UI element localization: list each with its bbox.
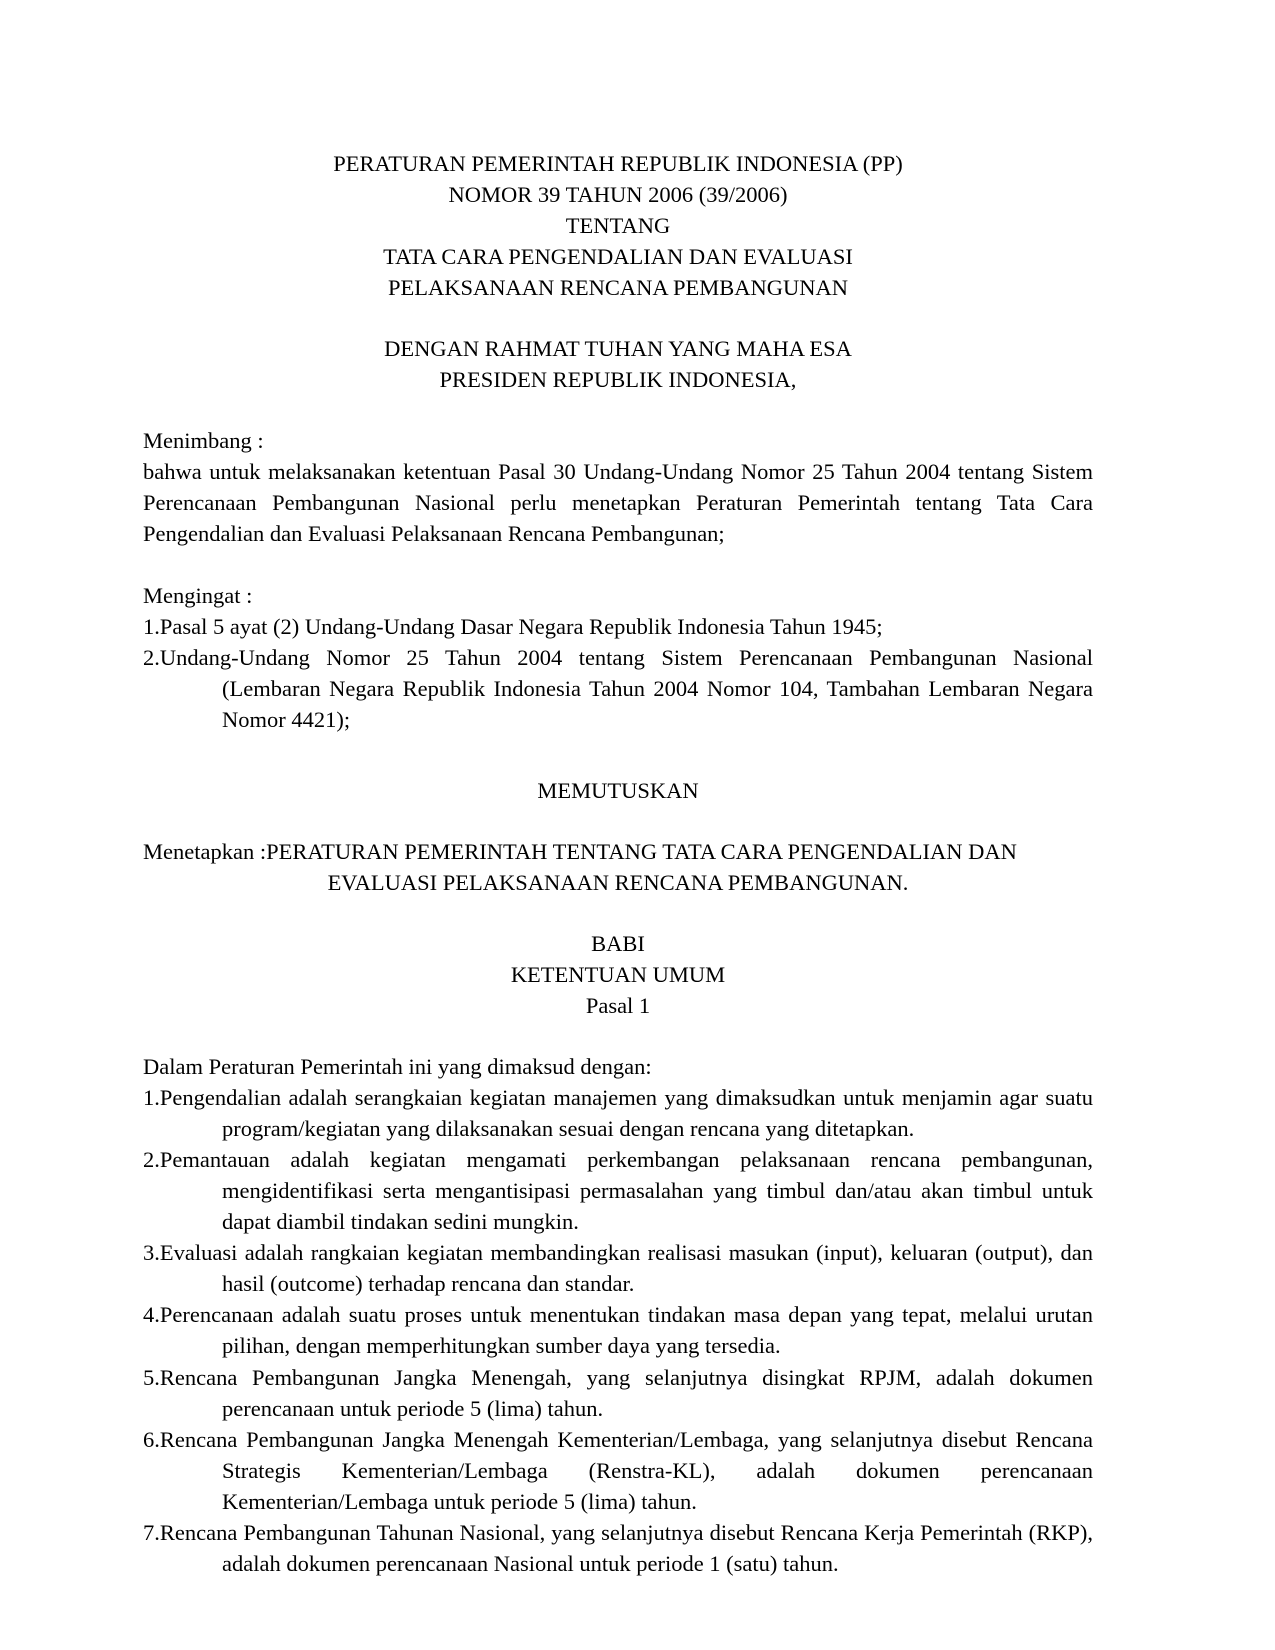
definition-item-2 (143, 1144, 1093, 1237)
chapter-block (143, 928, 1093, 1021)
definition-item-6-text: Rencana Pembangunan Jangka Menengah Kementerian/Lembaga, yang selanjutnya disebut Rencana Strategis Kementerian/Lembaga (Renstra-KL), adalah dokumen perencanaan Kementerian/Lembaga untuk periode 5 (lima) tahun. (159, 1426, 1093, 1514)
definition-item-7 (143, 1517, 1093, 1579)
header-line-2: NOMOR 39 TAHUN 2006 (39/2006) (448, 182, 788, 208)
document-body (143, 148, 1093, 1579)
invocation-line-1: DENGAN RAHMAT TUHAN YANG MAHA ESA (384, 336, 852, 362)
definition-item-1-number: 1. (143, 1085, 160, 1111)
header-line-1: PERATURAN PEMERINTAH REPUBLIK INDONESIA (PP) (333, 151, 903, 176)
definition-item-3 (143, 1237, 1093, 1299)
invocation-block (143, 333, 1093, 395)
definition-item-2-text: Pemantauan adalah kegiatan mengamati perkembangan pelaksanaan rencana pembangunan, mengidentifikasi serta mengantisipasi permasalahan yang timbul dan/atau akan timbul untuk dapat diambil tindakan sedini mungkin. (159, 1147, 1093, 1235)
menimbang-label: Menimbang : (143, 428, 264, 454)
definition-item-3-number: 3. (143, 1240, 160, 1266)
spacer (143, 898, 1093, 928)
chapter-title: KETENTUAN UMUM (510, 961, 726, 987)
chapter-bab: BABI (591, 930, 645, 956)
mengingat-item-2-text: Undang-Undang Nomor 25 Tahun 2004 tentang Sistem Perencanaan Pembangunan Nasional (Lembaran Negara Republik Indonesia Tahun 2004 Nomor 104, Tambahan Lembaran Negara Nomor 4421); (159, 644, 1093, 732)
menetapkan-label: Menetapkan : (143, 838, 267, 864)
definition-item-5-text: Rencana Pembangunan Jangka Menengah, yang selanjutnya disingkat RPJM, adalah dokumen perencanaan untuk periode 5 (lima) tahun. (159, 1364, 1093, 1421)
definition-item-1 (143, 1082, 1093, 1144)
definition-item-6 (143, 1424, 1093, 1517)
definitions-intro: Dalam Peraturan Pemerintah ini yang dimaksud dengan: (143, 1054, 652, 1080)
header-line-3: TENTANG (565, 213, 671, 239)
spacer (143, 550, 1093, 580)
definition-item-3-text: Evaluasi adalah rangkaian kegiatan membandingkan realisasi masukan (input), keluaran (output), dan hasil (outcome) terhadap rencana dan standar. (159, 1240, 1093, 1297)
menimbang-body: bahwa untuk melaksanakan ketentuan Pasal 30 Undang-Undang Nomor 25 Tahun 2004 tentang Sistem Perencanaan Pembangunan Nasional perlu menetapkan Peraturan Pemerintah tentang Tata Cara Pengendalian dan Evaluasi Pelaksanaan Rencana Pembangunan; (143, 459, 1093, 547)
mengingat-item-2 (143, 642, 1093, 735)
mengingat-item-1-number: 1. (143, 613, 160, 639)
definition-item-7-text: Rencana Pembangunan Tahunan Nasional, yang selanjutnya disebut Rencana Kerja Pemerintah (RKP), adalah dokumen perencanaan Nasional untuk periode 1 (satu) tahun. (159, 1519, 1093, 1576)
header-line-5: PELAKSANAAN RENCANA PEMBANGUNAN (387, 275, 849, 301)
definition-item-5-number: 5. (143, 1364, 160, 1390)
menetapkan-title-line-1: PERATURAN PEMERINTAH TENTANG TATA CARA PENGENDALIAN DAN (266, 838, 1017, 864)
mengingat-item-1 (143, 611, 1093, 642)
spacer (143, 395, 1093, 425)
mengingat-list (143, 611, 1093, 735)
chapter-pasal: Pasal 1 (585, 992, 651, 1018)
definition-item-5 (143, 1362, 1093, 1424)
definition-item-4 (143, 1299, 1093, 1361)
mengingat-item-1-text: Pasal 5 ayat (2) Undang-Undang Dasar Negara Republik Indonesia Tahun 1945; (159, 613, 883, 639)
definition-item-1-text: Pengendalian adalah serangkaian kegiatan manajemen yang dimaksudkan untuk menjamin agar suatu program/kegiatan yang dilaksanakan sesuai dengan rencana yang ditetapkan. (159, 1085, 1093, 1142)
definition-item-2-number: 2. (143, 1147, 160, 1173)
document-header (143, 148, 1093, 303)
header-line-4: TATA CARA PENGENDALIAN DAN EVALUASI (383, 244, 853, 270)
definitions-list (143, 1082, 1093, 1579)
invocation-line-2: PRESIDEN REPUBLIK INDONESIA, (439, 367, 797, 393)
definition-item-4-text: Perencanaan adalah suatu proses untuk menentukan tindakan masa depan yang tepat, melalui urutan pilihan, dengan memperhitungkan sumber daya yang tersedia. (159, 1302, 1093, 1359)
spacer (143, 303, 1093, 333)
definition-item-4-number: 4. (143, 1302, 160, 1328)
menetapkan-line-1 (143, 836, 1093, 867)
memutuskan-heading-block (143, 775, 1093, 806)
mengingat-label: Mengingat : (143, 582, 253, 608)
menetapkan-title-line-2: EVALUASI PELAKSANAAN RENCANA PEMBANGUNAN. (327, 869, 909, 895)
memutuskan-heading: MEMUTUSKAN (537, 777, 699, 803)
definition-item-6-number: 6. (143, 1426, 160, 1452)
spacer (143, 806, 1093, 836)
definition-item-7-number: 7. (143, 1519, 160, 1545)
mengingat-item-2-number: 2. (143, 644, 160, 670)
spacer (143, 735, 1093, 775)
spacer (143, 1021, 1093, 1051)
